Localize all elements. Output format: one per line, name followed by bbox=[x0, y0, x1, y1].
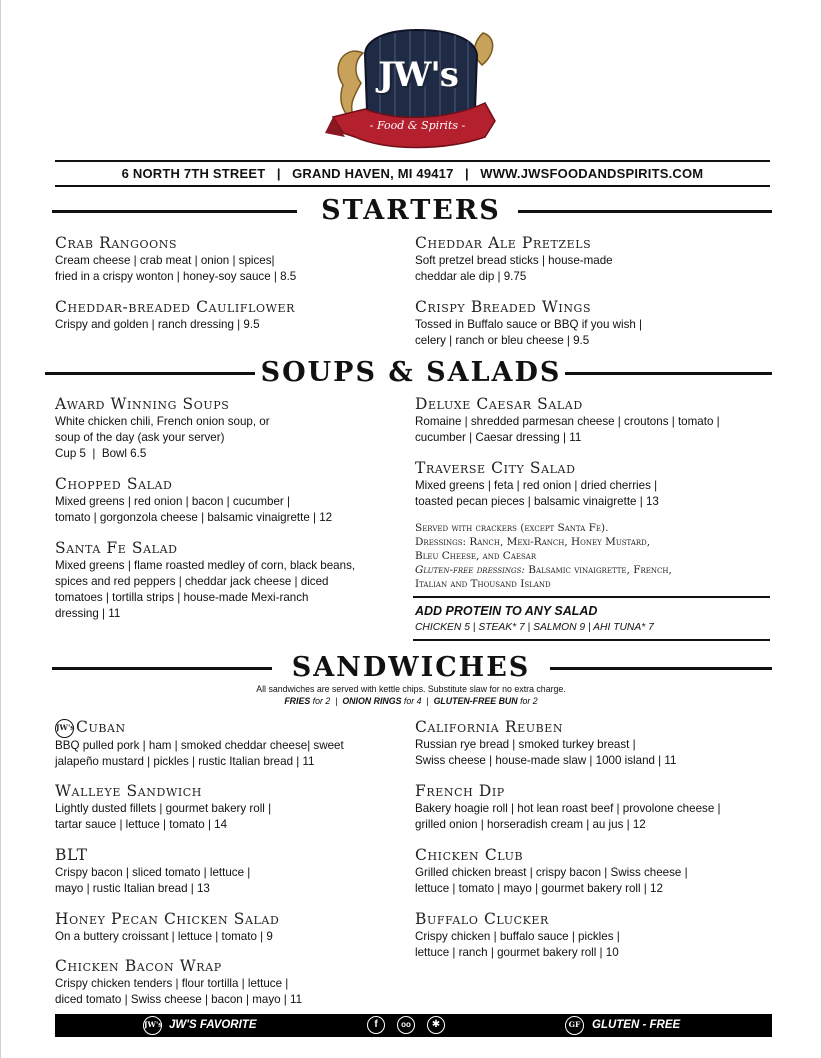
menu-item bbox=[55, 394, 405, 462]
item-name: French Dip bbox=[415, 782, 505, 800]
logo-brand-text: JW's bbox=[378, 55, 458, 95]
gluten-free-dressings-label: Gluten-free dressings: bbox=[415, 564, 525, 576]
item-name: BLT bbox=[55, 846, 88, 864]
item-description: On a buttery croissant | lettuce | tomato | 9 bbox=[55, 930, 273, 943]
item-name: Chopped Salad bbox=[55, 475, 173, 493]
sandwich-upgrades-note bbox=[0, 695, 822, 707]
upgrade-gf-bun: GLUTEN-FREE BUN bbox=[433, 696, 518, 706]
section-soups-salads bbox=[0, 357, 822, 391]
item-name: Award Winning Soups bbox=[55, 395, 230, 413]
salad-dressings-note bbox=[415, 521, 775, 591]
sandwich-sides-note: All sandwiches are served with kettle chips. Substitute slaw for no extra charge. bbox=[256, 684, 566, 694]
yelp-icon[interactable]: ✱ bbox=[427, 1016, 445, 1034]
menu-item bbox=[415, 781, 765, 833]
item-description: Crispy chicken tenders | flour tortilla | lettuce | diced tomato | Swiss cheese | bacon | mayo | 11 bbox=[55, 977, 303, 1006]
item-name: Honey Pecan Chicken Salad bbox=[55, 910, 280, 928]
upgrade-bun-price: for 2 bbox=[517, 696, 538, 706]
menu-item bbox=[415, 909, 765, 961]
add-protein-box bbox=[413, 596, 770, 641]
jws-favorite-icon: JW's bbox=[143, 1016, 162, 1035]
menu-item bbox=[415, 717, 765, 769]
item-description: Crispy chicken | buffalo sauce | pickles | lettuce | ranch | gourmet bakery roll | 10 bbox=[415, 930, 620, 959]
page-edge-left bbox=[0, 0, 1, 1058]
item-name: Deluxe Caesar Salad bbox=[415, 395, 583, 413]
legend-footer bbox=[55, 1014, 772, 1037]
upgrade-fries: FRIES bbox=[284, 696, 311, 706]
item-description: Tossed in Buffalo sauce or BBQ if you wish | celery | ranch or bleu cheese | 9.5 bbox=[415, 318, 643, 347]
item-description: Romaine | shredded parmesan cheese | croutons | tomato | cucumber | Caesar dressing | 11 bbox=[415, 415, 720, 444]
facebook-icon[interactable]: f bbox=[367, 1016, 385, 1034]
item-description: Mixed greens | flame roasted medley of corn, black beans, spices and red peppers | cheddar jack cheese | diced tomatoes | tortilla strips | house-made Mexi-ranch dressing | 11 bbox=[55, 559, 356, 620]
item-description: Crispy and golden | ranch dressing | 9.5 bbox=[55, 318, 260, 331]
item-name: California Reuben bbox=[415, 718, 564, 736]
jws-favorite-icon: JW's bbox=[55, 719, 74, 738]
menu-item bbox=[415, 297, 765, 349]
menu-item bbox=[55, 781, 405, 833]
section-starters bbox=[0, 195, 822, 229]
item-name: Walleye Sandwich bbox=[55, 782, 202, 800]
address-rule-bottom bbox=[55, 185, 770, 187]
menu-item bbox=[415, 845, 765, 897]
menu-item bbox=[55, 956, 405, 1008]
gluten-free-dressings-text: Balsamic vinaigrette, French, Italian and Thousand Island bbox=[415, 564, 672, 590]
menu-item bbox=[55, 717, 405, 770]
menu-item bbox=[415, 458, 765, 510]
section-heading: STARTERS bbox=[321, 195, 501, 226]
gluten-free-icon: GF bbox=[565, 1016, 584, 1035]
item-name: Chicken Bacon Wrap bbox=[55, 957, 222, 975]
menu-item bbox=[55, 297, 405, 333]
item-description: Lightly dusted fillets | gourmet bakery roll | tartar sauce | lettuce | tomato | 14 bbox=[55, 802, 272, 831]
section-heading: SOUPS & SALADS bbox=[260, 357, 562, 388]
item-name-text: Cuban bbox=[76, 718, 126, 736]
item-name: Crab Rangoons bbox=[55, 234, 178, 252]
item-name: Traverse City Salad bbox=[415, 459, 576, 477]
upgrade-onion-rings: ONION RINGS bbox=[342, 696, 402, 706]
jws-logo bbox=[325, 25, 500, 155]
item-description: Mixed greens | feta | red onion | dried cherries | toasted pecan pieces | balsamic vinaigrette | 13 bbox=[415, 479, 659, 508]
section-sandwiches bbox=[0, 652, 822, 686]
item-description: BBQ pulled pork | ham | smoked cheddar cheese| sweet jalapeño mustard | pickles | rustic Italian bread | 11 bbox=[55, 739, 344, 768]
menu-item bbox=[55, 909, 405, 945]
item-name bbox=[55, 717, 405, 738]
menu-item bbox=[55, 233, 405, 285]
item-description: White chicken chili, French onion soup, or soup of the day (ask your server) Cup 5 | Bowl 6.5 bbox=[55, 415, 270, 460]
address-line: 6 NORTH 7TH STREET | GRAND HAVEN, MI 49417 | WWW.JWSFOODANDSPIRITS.COM bbox=[121, 166, 704, 181]
item-name: Crispy Breaded Wings bbox=[415, 298, 592, 316]
item-description: Soft pretzel bread sticks | house-made cheddar ale dip | 9.75 bbox=[415, 254, 613, 283]
dressings-text: Served with crackers (except Santa Fe). Dressings: Ranch, Mexi-Ranch, Honey Mustard, Bleu Cheese, and Caesar bbox=[415, 522, 651, 562]
address-rule-top bbox=[55, 160, 770, 162]
upgrade-rings-price: for 4 | bbox=[401, 696, 434, 706]
menu-item bbox=[415, 394, 765, 446]
tripadvisor-icon[interactable]: oo bbox=[397, 1016, 415, 1034]
upgrade-fries-price: for 2 | bbox=[310, 696, 343, 706]
add-protein-title: ADD PROTEIN TO ANY SALAD bbox=[415, 604, 598, 618]
menu-item bbox=[55, 845, 405, 897]
section-heading: SANDWICHES bbox=[291, 652, 531, 683]
menu-item bbox=[415, 233, 765, 285]
item-name: Buffalo Clucker bbox=[415, 910, 549, 928]
item-description: Mixed greens | red onion | bacon | cucumber | tomato | gorgonzola cheese | balsamic vinaigrette | 12 bbox=[55, 495, 333, 524]
logo-tagline: - Food & Spirits - bbox=[369, 119, 466, 132]
item-name: Santa Fe Salad bbox=[55, 539, 178, 557]
legend-gluten-free: GLUTEN - FREE bbox=[592, 1019, 681, 1031]
protein-options: CHICKEN 5 | STEAK* 7 | SALMON 9 | AHI TUNA* 7 bbox=[415, 622, 654, 633]
item-name: Cheddar Ale Pretzels bbox=[415, 234, 592, 252]
menu-item bbox=[55, 538, 405, 622]
item-description: Crispy bacon | sliced tomato | lettuce | mayo | rustic Italian bread | 13 bbox=[55, 866, 251, 895]
item-description: Grilled chicken breast | crispy bacon | Swiss cheese | lettuce | tomato | mayo | gourmet bakery roll | 12 bbox=[415, 866, 688, 895]
item-description: Bakery hoagie roll | hot lean roast beef | provolone cheese | grilled onion | horseradish cream | au jus | 12 bbox=[415, 802, 721, 831]
menu-item bbox=[55, 474, 405, 526]
item-name: Chicken Club bbox=[415, 846, 524, 864]
item-description: Russian rye bread | smoked turkey breast | Swiss cheese | house-made slaw | 1000 island | 11 bbox=[415, 738, 677, 767]
item-name: Cheddar-breaded Cauliflower bbox=[55, 298, 296, 316]
item-description: Cream cheese | crab meat | onion | spices| fried in a crispy wonton | honey-soy sauce | 8.5 bbox=[55, 254, 297, 283]
legend-jws-favorite: JW'S FAVORITE bbox=[169, 1019, 257, 1031]
